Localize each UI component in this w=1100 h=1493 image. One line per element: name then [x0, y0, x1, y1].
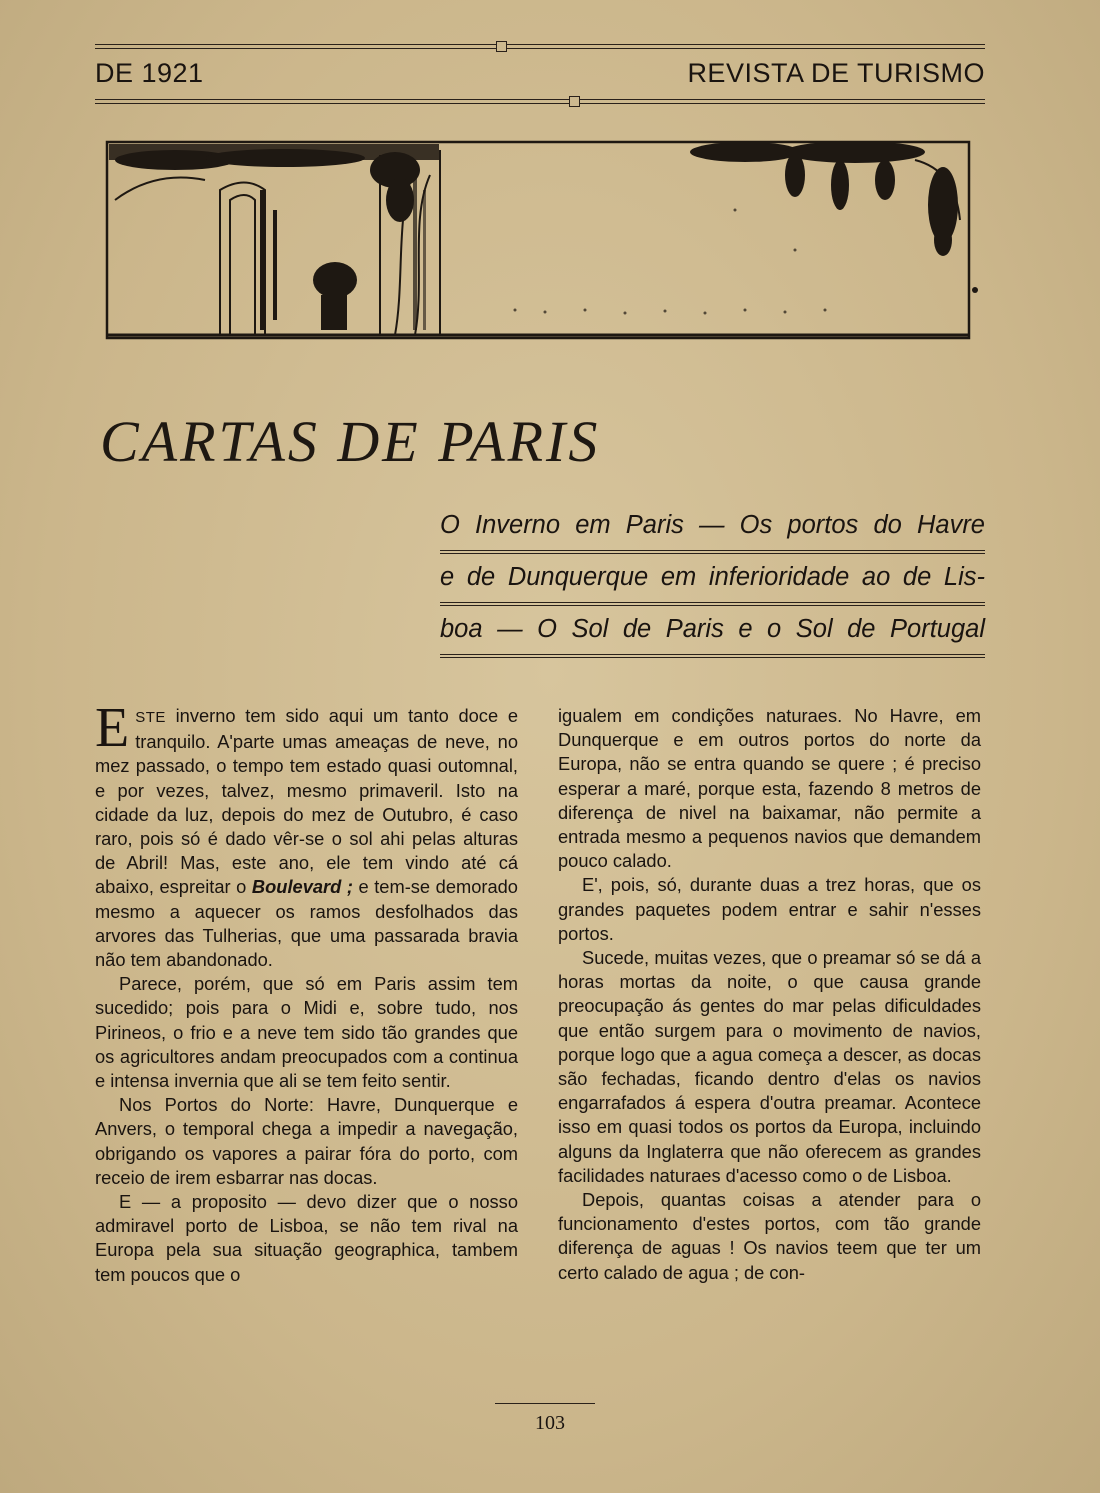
- header-rule-ornament: [496, 41, 507, 52]
- paragraph-text: inverno tem sido aqui um tanto doce e tranquilo. A'parte umas ameaças de neve, no mez passado, o tempo tem estado quasi outomnal, e por vezes, talvez, mesmo primaveril. Isto na cidade da luz, depois do mez de Outubro, é caso raro, pois só é dado vêr-se o sol ahi pelas alturas de Abril! Mas, este ano, ele tem vindo até cá abaixo, espreitar o: [95, 705, 518, 898]
- paragraph: Parece, porém, que só em Paris assim tem sucedido; pois para o Midi e, sobre tudo, nos Pirineos, o frio e a neve tem sido tão grandes que os agricultores andam preocupados com a continua e intensa invernia que ali se tem feito sentir.: [95, 973, 518, 1092]
- paragraph: E — a proposito — devo dizer que o nosso admiravel porto de Lisboa, se não tem rival na Europa pela sua situação geographica, tambem tem poucos que o: [95, 1191, 518, 1285]
- page-number: 103: [535, 1412, 565, 1434]
- article-title: CARTAS DE PARIS: [100, 409, 601, 474]
- article-subtitle-line-1: [440, 510, 985, 554]
- header-rule-ornament: [569, 96, 580, 107]
- paragraph: igualem em condições naturaes. No Havre, em Dunquerque e em outros portos do norte da Europa, não se entra quando se quere ; é preciso esperar a maré, porque esta, fazendo 8 metros de diferença de nivel na baixamar, não permite a entrada mesmo a pequenos navios que demandem pouco calado.: [558, 705, 981, 872]
- paragraph: [95, 697, 518, 972]
- paragraph: Nos Portos do Norte: Havre, Dunquerque e Anvers, o temporal chega a impedir a navegação, obrigando os vapores a pairar fóra do porto, com receio de irem esbarrar nas docas.: [95, 1094, 518, 1188]
- header-publication: REVISTA DE TURISMO: [687, 58, 985, 88]
- emphasis-text: Boulevard ;: [251, 876, 353, 898]
- paragraph: E', pois, só, durante duas a trez horas, que os grandes paquetes podem entrar e sahir n'esses portos.: [558, 874, 981, 944]
- subtitle-text: boa — O Sol de Paris e o Sol de Portugal: [440, 614, 985, 658]
- drop-cap: E: [95, 697, 130, 759]
- header-bottom-rule: [95, 99, 985, 104]
- decorative-vine-illustration: [95, 130, 980, 345]
- body-column-left: [95, 697, 518, 1287]
- header-top-rule: [95, 44, 985, 49]
- folio-rule: [495, 1403, 595, 1404]
- article-subtitle-line-3: [440, 614, 985, 658]
- body-column-right: [558, 704, 981, 1285]
- paragraph: Sucede, muitas vezes, que o preamar só se dá a horas mortas da noite, o que causa grande preocupação ás gentes do mar pelas dificuldades que então surgem para o movimento de navios, porque logo que a agua começa a descer, as docas são fechadas, ficando dentro d'elas os navios engarrafados á espera d'outra preamar. Acontece isso em quasi todos os portos da Europa, incluindo alguns da Inglaterra que não oferecem as grandes facilidades naturaes d'acesso como o de Lisboa.: [558, 947, 981, 1186]
- paragraph: Depois, quantas coisas a atender para o funcionamento d'estes portos, com tão grande diferença de aguas ! Os navios teem que ter um certo calado de agua ; de con-: [558, 1189, 981, 1283]
- paragraph-text: e tem-se demorado mesmo a aquecer os ramos desfolhados das arvores das Tulherias, que uma passarada bravia não tem abandonado.: [95, 876, 518, 971]
- header-date: DE 1921: [95, 58, 204, 88]
- article-subtitle-line-2: [440, 562, 985, 606]
- subtitle-text: e de Dunquerque em inferioridade ao de Lis-: [440, 562, 985, 606]
- lead-smallcaps: STE: [135, 709, 166, 726]
- subtitle-text: O Inverno em Paris — Os portos do Havre: [440, 510, 985, 554]
